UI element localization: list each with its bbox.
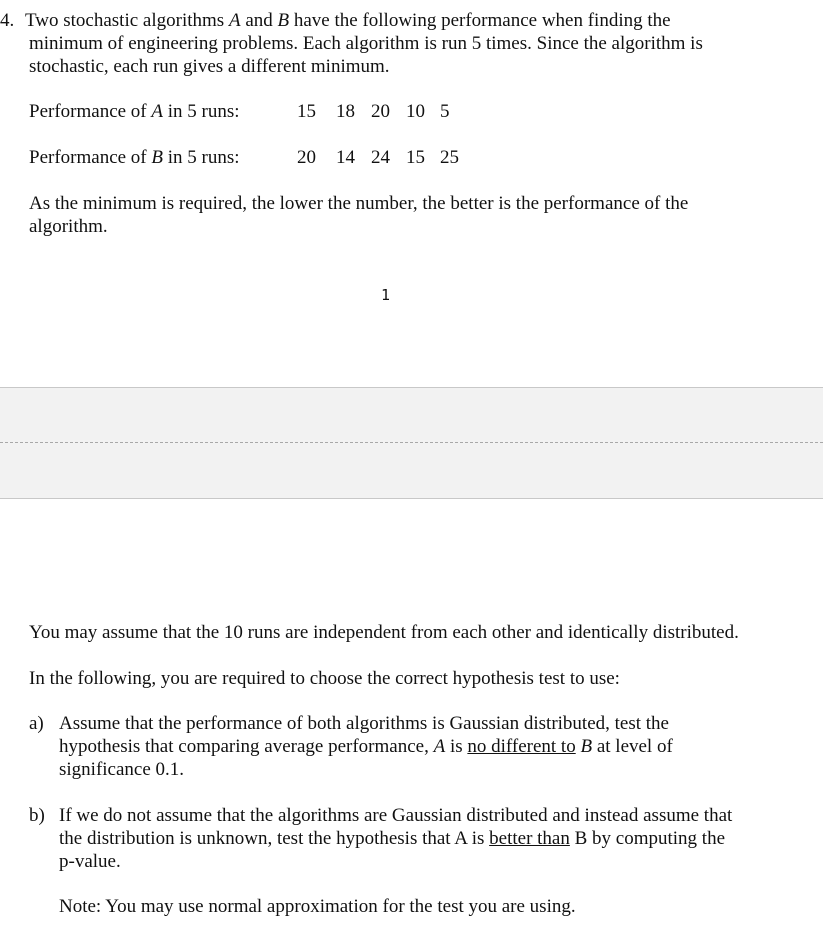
part-b-note: Note: You may use normal approximation for the test you are using. [59, 896, 576, 917]
perf-b-value: 14 [336, 147, 355, 168]
part-a-line-1: Assume that the performance of both algorithms is Gaussian distributed, test the [59, 713, 669, 734]
perf-a-value: 15 [297, 101, 316, 122]
part-b-label: b) [29, 805, 45, 826]
note-line-2: algorithm. [29, 216, 108, 237]
page-number: 1 [381, 286, 391, 304]
part-a-line-3: significance 0.1. [59, 759, 185, 780]
intro-line-3: stochastic, each run gives a different minimum. [29, 56, 390, 77]
intro-line-1: Two stochastic algorithms A and B have the following performance when finding the [25, 10, 671, 31]
perf-b-value: 25 [440, 147, 459, 168]
part-b-line-2: the distribution is unknown, test the hypothesis that A is better than B by computing the [59, 828, 726, 849]
perf-a-value: 18 [336, 101, 355, 122]
question-number: 4. [0, 10, 15, 31]
perf-a-label: Performance of A in 5 runs: [29, 101, 240, 122]
perf-b-value: 20 [297, 147, 316, 168]
assumption-text: You may assume that the 10 runs are independent from each other and identically distributed. [29, 622, 739, 643]
perf-b-value: 24 [371, 147, 390, 168]
perf-a-value: 20 [371, 101, 390, 122]
part-b-line-1: If we do not assume that the algorithms are Gaussian distributed and instead assume that [59, 805, 733, 826]
instruction-text: In the following, you are required to choose the correct hypothesis test to use: [29, 668, 620, 689]
part-b-line-3: p-value. [59, 851, 121, 872]
perf-b-label: Performance of B in 5 runs: [29, 147, 240, 168]
perf-a-value: 10 [406, 101, 425, 122]
page-break-divider [0, 442, 823, 443]
intro-line-2: minimum of engineering problems. Each algorithm is run 5 times. Since the algorithm is [29, 33, 703, 54]
part-a-label: a) [29, 713, 44, 734]
part-a-line-2: hypothesis that comparing average performance, A is no different to B at level of [59, 736, 673, 757]
note-line-1: As the minimum is required, the lower the number, the better is the performance of the [29, 193, 689, 214]
perf-a-value: 5 [440, 101, 450, 122]
perf-b-value: 15 [406, 147, 425, 168]
page-gap [0, 387, 823, 499]
